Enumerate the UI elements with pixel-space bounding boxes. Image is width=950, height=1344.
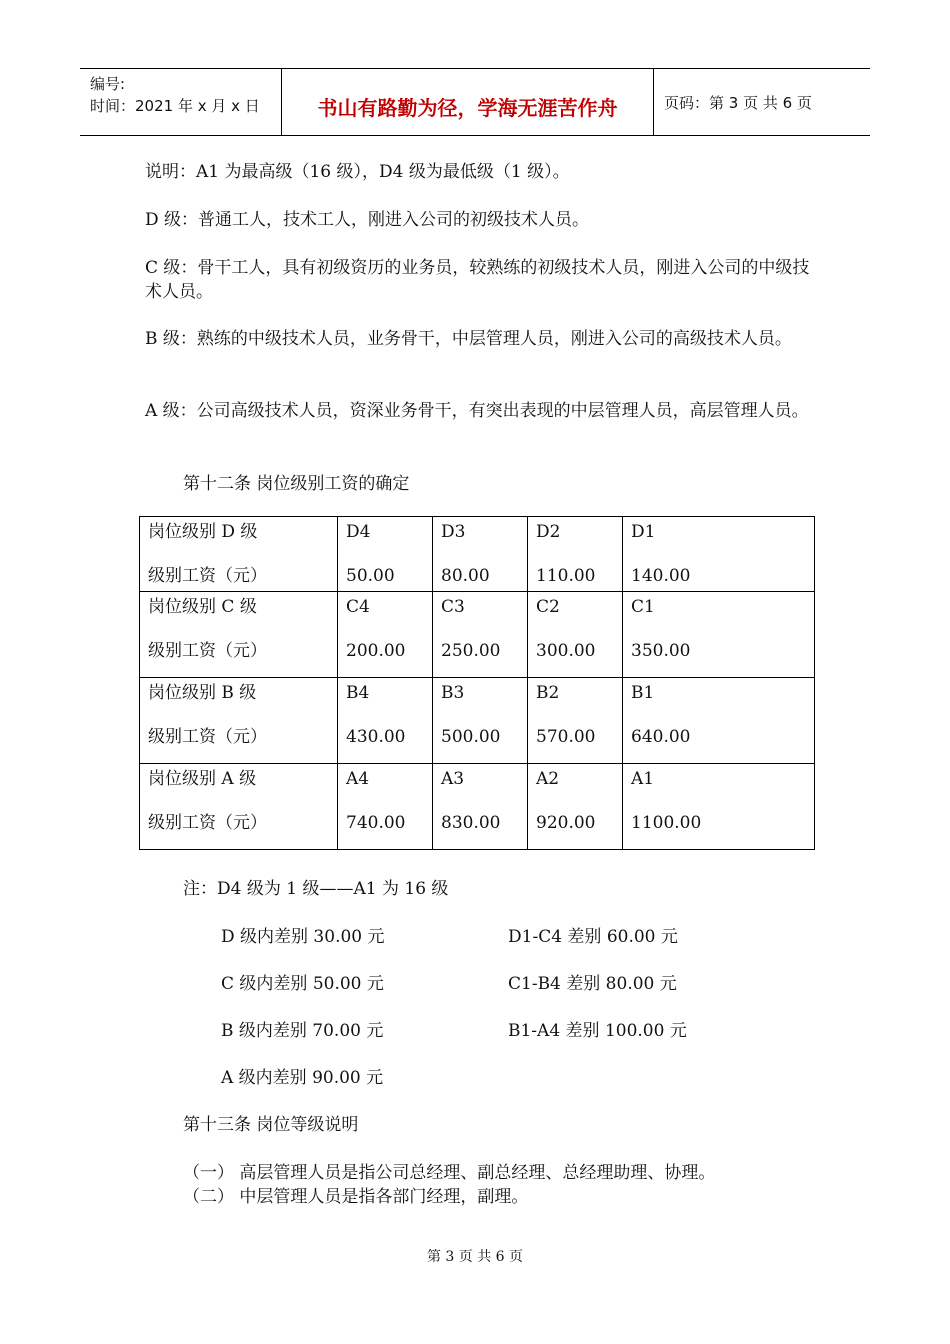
wage-label: 级别工资（元） [148,813,267,833]
grade-amount: 200.00 [346,641,406,661]
note-b-internal: B 级内差别 70.00 元 [221,1021,384,1041]
grade-label: 岗位级别 B 级 [148,683,257,703]
grade-cell [528,678,623,764]
header-meta [80,69,282,135]
header-page-label: 页码：第 3 页 共 6 页 [664,93,812,112]
wage-label: 级别工资（元） [148,566,267,586]
grade-code: C3 [441,597,465,617]
table-row [140,678,815,764]
note-d-internal: D 级内差别 30.00 元 [221,927,385,947]
note-d1-c4: D1-C4 差别 60.00 元 [508,927,678,947]
number-label: 编号: [90,75,126,93]
grade-label: 岗位级别 D 级 [148,522,258,542]
grade-code: C4 [346,597,370,617]
grade-amount: 740.00 [346,813,406,833]
grade-amount: 250.00 [441,641,501,661]
note-c-internal: C 级内差别 50.00 元 [221,974,384,994]
note-c1-b4: C1-B4 差别 80.00 元 [508,974,677,994]
grade-code: A3 [441,769,465,789]
grade-cell [433,764,528,850]
grade-code: C2 [536,597,560,617]
a-level-description: A 级：公司高级技术人员，资深业务骨干，有突出表现的中层管理人员，高层管理人员。 [145,401,809,421]
grade-amount: 80.00 [441,566,490,586]
grade-cell [338,517,433,592]
grade-cell [338,592,433,678]
table-row [140,764,815,850]
article-13-title: 第十三条 岗位等级说明 [183,1115,359,1135]
date-label: 时间：2021 年 x 月 x 日 [90,97,260,115]
grade-cell [623,678,815,764]
header-motto: 书山有路勤为径，学海无涯苦作舟 [282,69,654,135]
document-header [80,68,870,136]
grade-code: B3 [441,683,465,703]
page-footer: 第 3 页 共 6 页 [426,1249,524,1265]
grade-amount: 300.00 [536,641,596,661]
grade-code: D3 [441,522,466,542]
grade-label-cell [140,517,338,592]
grade-amount: 110.00 [536,566,596,586]
grade-cell [338,764,433,850]
grade-code: C1 [631,597,655,617]
grade-amount: 500.00 [441,727,501,747]
grade-label-cell [140,592,338,678]
b-level-description: B 级：熟练的中级技术人员，业务骨干，中层管理人员，刚进入公司的高级技术人员。 [145,329,792,349]
grade-cell [528,517,623,592]
grade-amount: 430.00 [346,727,406,747]
grade-code: A1 [631,769,655,789]
grade-label-cell [140,764,338,850]
grade-cell [623,592,815,678]
note-b1-a4: B1-A4 差别 100.00 元 [508,1021,687,1041]
grade-amount: 640.00 [631,727,691,747]
wage-label: 级别工资（元） [148,641,267,661]
grade-amount: 350.00 [631,641,691,661]
grade-code: B1 [631,683,655,703]
grade-code: D4 [346,522,371,542]
grade-cell [528,764,623,850]
grade-code: A4 [346,769,370,789]
salary-table [139,516,815,850]
grade-cell [433,592,528,678]
article-12-title: 第十二条 岗位级别工资的确定 [183,474,410,494]
grade-cell [623,764,815,850]
grade-label: 岗位级别 A 级 [148,769,257,789]
note-a-internal: A 级内差别 90.00 元 [221,1068,384,1088]
grade-code: B2 [536,683,560,703]
table-row [140,592,815,678]
grade-code: D2 [536,522,561,542]
grade-label-cell [140,678,338,764]
grade-code: B4 [346,683,370,703]
wage-label: 级别工资（元） [148,727,267,747]
grade-cell [338,678,433,764]
article-13-item-2: （二） 中层管理人员是指各部门经理，副理。 [183,1187,529,1207]
explanation-note: 说明：A1 为最高级（16 级），D4 级为最低级（1 级）。 [145,162,570,182]
grade-amount: 830.00 [441,813,501,833]
grade-amount: 140.00 [631,566,691,586]
grade-code: A2 [536,769,560,789]
grade-label: 岗位级别 C 级 [148,597,257,617]
c-level-description: C 级：骨干工人，具有初级资历的业务员，较熟练的初级技术人员，刚进入公司的中级技术人员。 [145,258,810,302]
article-13-item-1: （一） 高层管理人员是指公司总经理、副总经理、总经理助理、协理。 [183,1163,716,1183]
d-level-description: D 级：普通工人，技术工人，刚进入公司的初级技术人员。 [145,210,590,230]
grade-amount: 570.00 [536,727,596,747]
grade-cell [528,592,623,678]
grade-cell [623,517,815,592]
grade-amount: 1100.00 [631,813,702,833]
grade-amount: 920.00 [536,813,596,833]
grade-cell [433,517,528,592]
table-row [140,517,815,592]
grade-code: D1 [631,522,656,542]
grade-cell [433,678,528,764]
notes-heading: 注：D4 级为 1 级——A1 为 16 级 [183,879,449,899]
grade-amount: 50.00 [346,566,395,586]
